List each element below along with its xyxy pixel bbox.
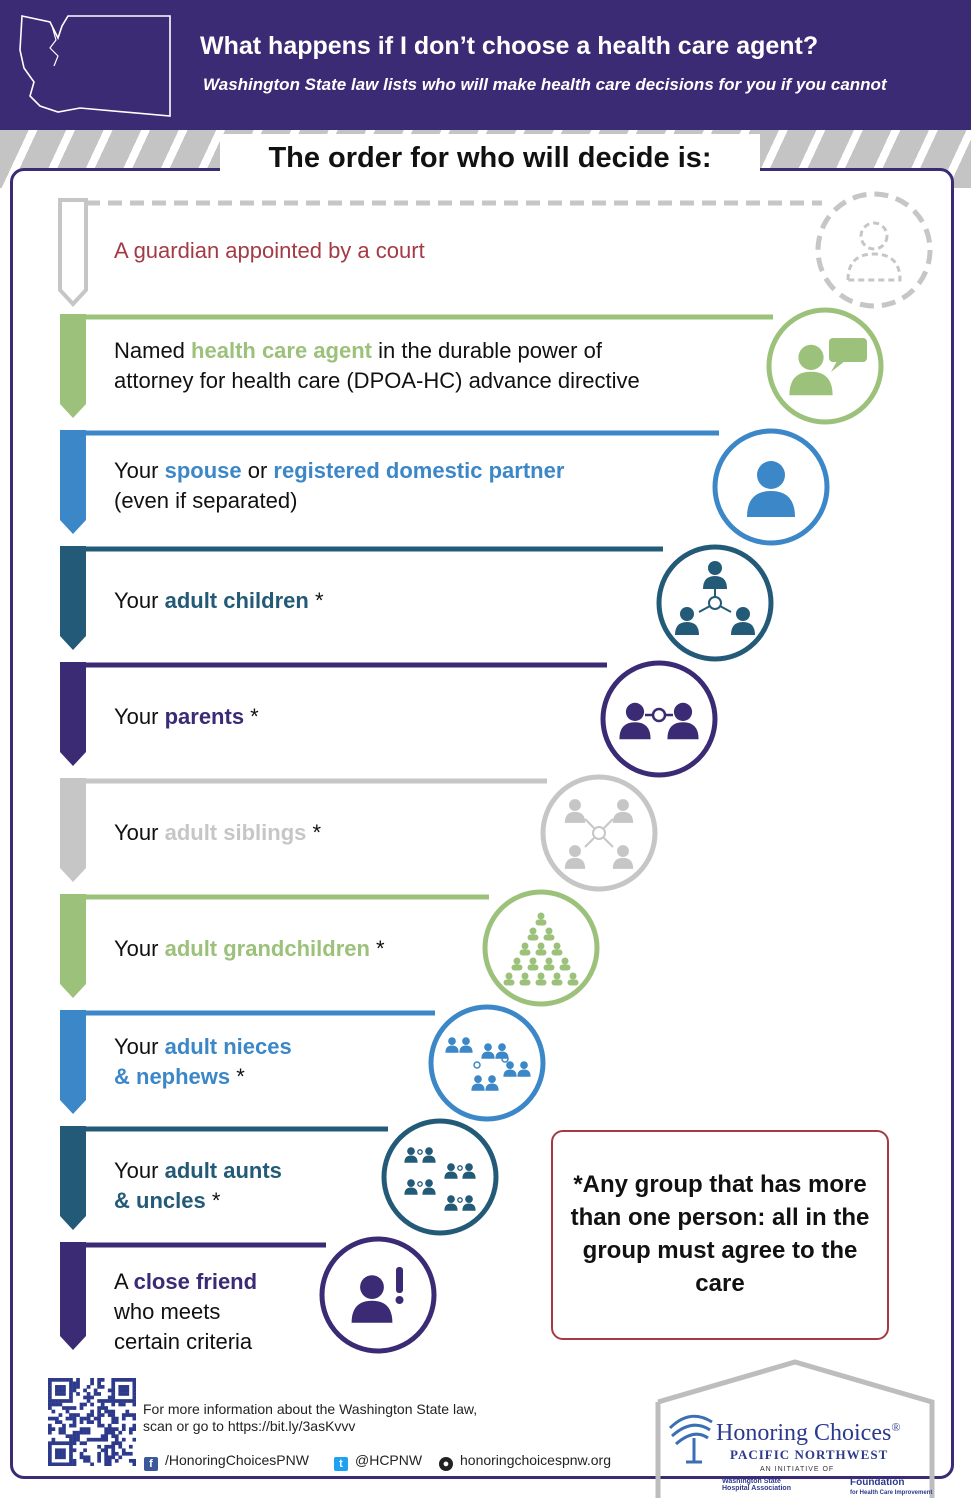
siblings-icon [543,777,655,889]
footer-info-line1: For more information about the Washington State law, [143,1401,478,1417]
website-link[interactable]: ● honoringchoicespnw.org [439,1452,611,1471]
step-keyword: parents [164,704,245,729]
step-chevron-3 [60,430,86,534]
step-chevron-10 [60,1242,86,1350]
step-keyword: health care agent [191,338,372,363]
twitter-icon: t [334,1457,348,1471]
step-text-2 [114,336,640,396]
step-chevron-9 [60,1126,86,1230]
group-agreement-note-text: *Any group that has more than one person: all in the group must agree to the care [570,1171,870,1297]
logo-subtitle: PACIFIC NORTHWEST [730,1447,889,1462]
step-text-8 [114,1032,292,1092]
order-heading: The order for who will decide is: [268,142,712,174]
step-keyword: A guardian appointed by a court [114,238,425,263]
step-text-part: who meets [114,1299,221,1324]
step-keyword: adult grandchildren [164,936,370,961]
step-chevron-7 [60,894,86,998]
foundation-logo: Foundation for Health Care Improvement [850,1477,933,1496]
step-text-part: * [306,820,322,845]
close-friend-icon [322,1239,434,1351]
step-text-6 [114,818,321,848]
step-text-4 [114,586,324,616]
grandchildren-icon [485,892,597,1004]
agent-speech-icon [769,310,881,422]
twitter-link[interactable]: t @HCPNW [334,1452,422,1471]
step-keyword: registered domestic partner [273,458,565,483]
step-text-9 [114,1156,282,1216]
guardian-icon [818,194,930,306]
step-text-7 [114,934,385,964]
step-keyword: adult aunts [164,1158,282,1183]
step-text-part: * [369,936,385,961]
step-text-part: * [230,1064,245,1089]
step-text-part: Your [114,458,165,483]
step-keyword: & uncles [114,1188,206,1213]
wsha-logo: Washington State Hospital Association [722,1478,791,1492]
step-text-part: attorney for health care (DPOA-HC) advance directive [114,368,640,393]
step-keyword: adult children [164,588,309,613]
step-text-part: or [241,458,274,483]
step-text-part: (even if separated) [114,488,298,513]
step-chevron-4 [60,546,86,650]
step-text-part: * [205,1188,221,1213]
nieces-nephews-icon [431,1007,543,1119]
page-subtitle: Washington State law lists who will make health care decisions for you if you cannot [203,75,887,94]
group-agreement-note [551,1130,889,1340]
logo-name: Honoring Choices® [716,1420,901,1446]
globe-icon: ● [439,1457,453,1471]
step-text-10 [114,1267,257,1357]
step-text-part: Your [114,588,165,613]
qr-code[interactable] [48,1378,136,1466]
logo-initiative: AN INITIATIVE OF [760,1466,835,1473]
step-text-part: A [114,1269,134,1294]
step-text-part: certain criteria [114,1329,253,1354]
step-text-part: Your [114,704,165,729]
facebook-link[interactable]: f /HonoringChoicesPNW [144,1452,309,1471]
step-text-part: Your [114,1158,165,1183]
spouse-icon [715,431,827,543]
step-text-part: Named [114,338,192,363]
facebook-icon: f [144,1457,158,1471]
step-text-part: Your [114,936,165,961]
step-chevron-6 [60,778,86,882]
aunts-uncles-icon [384,1121,496,1233]
step-keyword: adult nieces [164,1034,292,1059]
step-text-3 [114,456,564,516]
step-text-part: * [244,704,259,729]
step-keyword: spouse [164,458,242,483]
step-keyword: close friend [133,1269,258,1294]
step-text-part: Your [114,1034,165,1059]
footer-info [143,1401,477,1435]
parents-icon [603,663,715,775]
step-text-1 [114,236,425,266]
step-chevron-2 [60,314,86,418]
step-text-part: * [308,588,324,613]
honoring-choices-swirl-icon [670,1416,712,1462]
step-chevron-8 [60,1010,86,1114]
step-text-part: Your [114,820,165,845]
adult-children-icon [659,547,771,659]
step-text-5 [114,702,259,732]
step-chevron-1 [60,200,86,304]
step-text-part: in the durable power of [372,338,602,363]
footer-info-line2: scan or go to https://bit.ly/3asKvvv [143,1418,356,1434]
step-keyword: adult siblings [164,820,307,845]
step-keyword: & nephews [114,1064,231,1089]
step-chevron-5 [60,662,86,766]
page-title: What happens if I don’t choose a health care agent? [200,32,819,60]
